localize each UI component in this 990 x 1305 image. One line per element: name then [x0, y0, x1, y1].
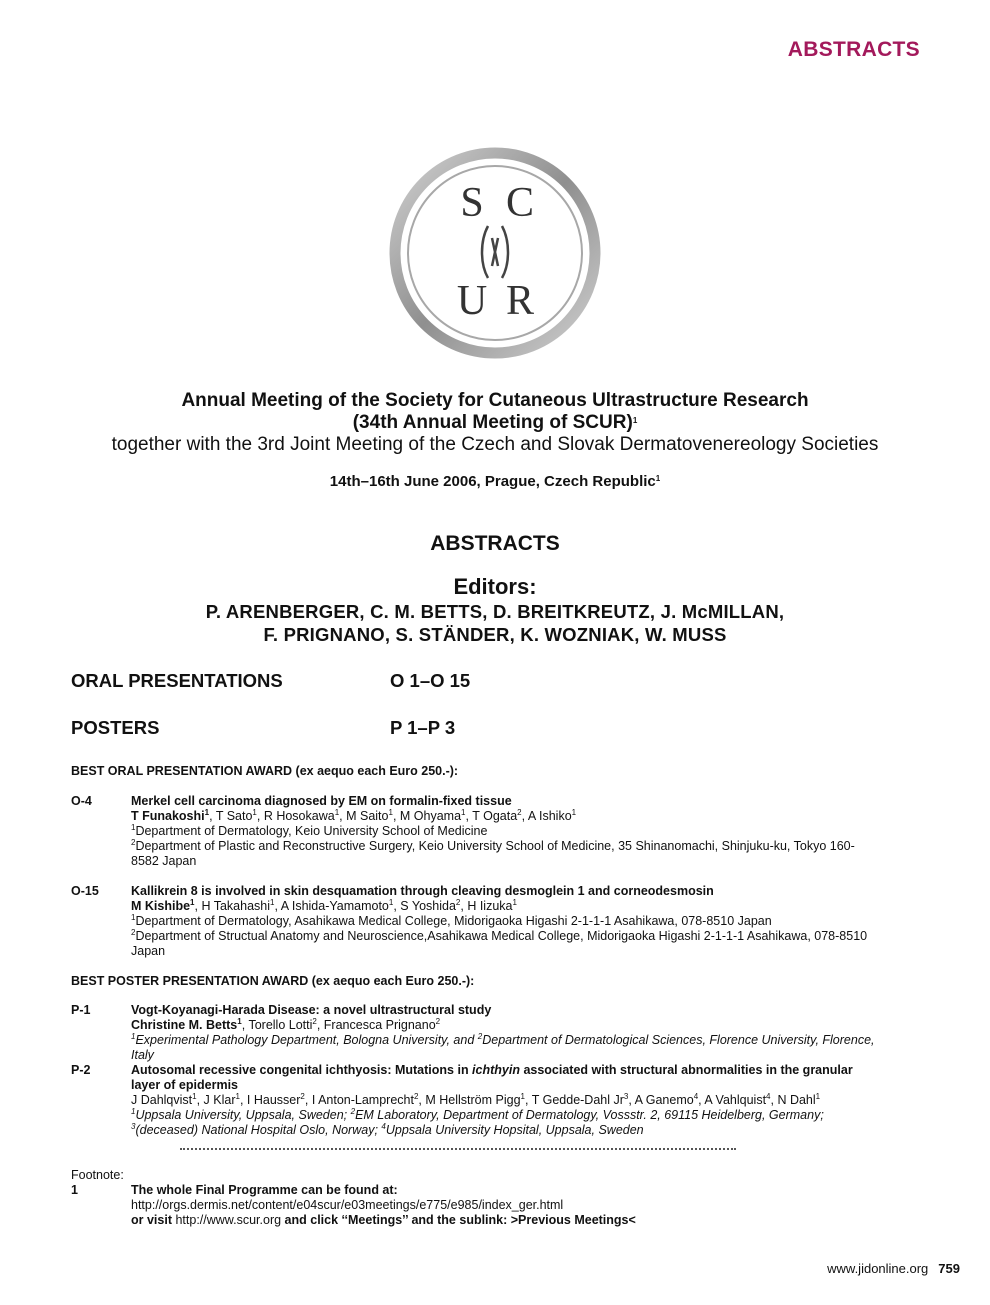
meeting-date: 14th–16th June 2006, Prague, Czech Republic$^1$ — [329, 473, 661, 490]
abstract-title: Autosomal recessive congenital ichthyosis: Mutations in ichthyin associated with structural abnormalities in the granular layer of epidermis — [131, 1063, 853, 1092]
oral-presentations-range: O 1–O 15 — [390, 670, 471, 691]
meeting-subtitle: (34th Annual Meeting of SCUR)$^1$ — [352, 412, 638, 433]
section-label: ABSTRACTS — [787, 38, 920, 61]
abstract-title: Merkel cell carcinoma diagnosed by EM on formalin-fixed tissue — [131, 794, 512, 808]
page-footer — [827, 1261, 960, 1276]
footnote-text: The whole Final Programme can be found at: — [131, 1183, 398, 1197]
abstract-entry-p1 — [71, 1003, 881, 1063]
posters-range: P 1–P 3 — [390, 717, 456, 738]
poster-award-heading: BEST POSTER PRESENTATION AWARD (ex aequo each Euro 250.-): — [71, 974, 475, 988]
affiliation: $^2$Department of Plastic and Reconstructive Surgery, Keio University School of Medicine, 35 Shinanomachi, Shinjuku-ku, Tokyo 160-8582 Japan — [131, 838, 855, 868]
affiliation: $^1$Department of Dermatology, Keio University School of Medicine — [131, 823, 488, 838]
oral-award-heading: BEST ORAL PRESENTATION AWARD (ex aequo each Euro 250.-): — [71, 764, 459, 778]
logo-letter-c: C — [505, 180, 535, 226]
affiliation: $^1$Department of Dermatology, Asahikawa Medical College, Midorigaoka Higashi 2-1-1-1 Asahikawa, 078-8510 Japan — [131, 913, 772, 928]
editors-heading: Editors: — [453, 574, 537, 599]
editors-line-2: F. PRIGNANO, S. STÄNDER, K. WOZNIAK, W. MUSS — [263, 624, 727, 645]
affiliation: $^2$Department of Structual Anatomy and Neuroscience,Asahikawa Medical College, Midorigaoka Higashi 2-1-1-1 Asahikawa, 078-8510 Japan — [131, 928, 868, 958]
desmosome-icon — [482, 226, 508, 278]
affiliation: $^1$Uppsala University, Uppsala, Sweden; $^2$EM Laboratory, Department of Dermatology, Vossstr. 2, 69115 Heidelberg, Germany; $^3$(deceased) National Hospital Oslo, Norway; $^4$Uppsala University Hopsital, Uppsala, Sweden — [131, 1107, 824, 1137]
journal-site-link[interactable]: www.jidonline.org — [827, 1261, 929, 1276]
logo-letter-u: U — [456, 278, 488, 324]
joint-meeting-line: together with the 3rd Joint Meeting of the Czech and Slovak Dermatovenereology Societies — [111, 434, 879, 455]
footnote-entry — [71, 1183, 881, 1228]
oral-presentations-label: ORAL PRESENTATIONS — [71, 670, 283, 691]
logo-letter-s: S — [460, 180, 484, 226]
author-list: M Kishibe$^1$, H Takahashi$^1$, A Ishida-Yamamoto$^1$, S Yoshida$^2$, H Iizuka$^1$ — [131, 898, 517, 913]
scur-logo — [388, 146, 602, 360]
abstract-title: Kallikrein 8 is involved in skin desquamation through cleaving desmoglein 1 and corneodesmosin — [131, 884, 714, 898]
abstract-entry-o4 — [71, 794, 881, 869]
abstract-code: O-15 — [71, 884, 99, 898]
posters-label: POSTERS — [71, 717, 160, 738]
page-number: 759 — [938, 1261, 960, 1276]
abstracts-heading: ABSTRACTS — [430, 532, 560, 555]
dotted-separator — [180, 1138, 736, 1150]
logo-letter-r: R — [505, 278, 535, 324]
affiliation: $^1$Experimental Pathology Department, Bologna University, and $^2$Department of Dermatological Sciences, Florence University, Florence, Italy — [131, 1032, 875, 1062]
editors-line-1: P. ARENBERGER, C. M. BETTS, D. BREITKREUTZ, J. McMILLAN, — [205, 601, 785, 622]
author-list: T Funakoshi$^1$, T Sato$^1$, R Hosokawa$^1$, M Saito$^1$, M Ohyama$^1$, T Ogata$^2$, A Ishiko$^1$ — [131, 808, 577, 823]
abstract-code: P-1 — [71, 1003, 91, 1017]
footnote-visit-line: or visit http://www.scur.org and click ‘‘Meetings’’ and the sublink: >Previous Meetings< — [131, 1213, 636, 1227]
footnote-number: 1 — [71, 1183, 78, 1197]
abstract-code: P-2 — [71, 1063, 91, 1077]
programme-link[interactable]: http://orgs.dermis.net/content/e04scur/e03meetings/e775/e985/index_ger.html — [131, 1198, 564, 1212]
footnote-label: Footnote: — [71, 1168, 124, 1182]
scur-link[interactable]: http://www.scur.org — [175, 1213, 282, 1227]
author-list: Christine M. Betts$^1$, Torello Lotti$^2$, Francesca Prignano$^2$ — [131, 1017, 441, 1032]
abstract-entry-o15 — [71, 884, 881, 959]
author-list: J Dahlqvist$^1$, J Klar$^1$, I Hausser$^2$, I Anton-Lamprecht$^2$, M Hellström Pigg$^1$, T Gedde-Dahl Jr$^3$, A Ganemo$^4$, A Vahlquist$^4$, N Dahl$^1$ — [131, 1092, 821, 1107]
abstract-entry-p2 — [71, 1063, 881, 1138]
abstract-code: O-4 — [71, 794, 92, 808]
abstract-title: Vogt-Koyanagi-Harada Disease: a novel ultrastructural study — [131, 1003, 492, 1017]
meeting-title: Annual Meeting of the Society for Cutaneous Ultrastructure Research — [181, 390, 809, 411]
